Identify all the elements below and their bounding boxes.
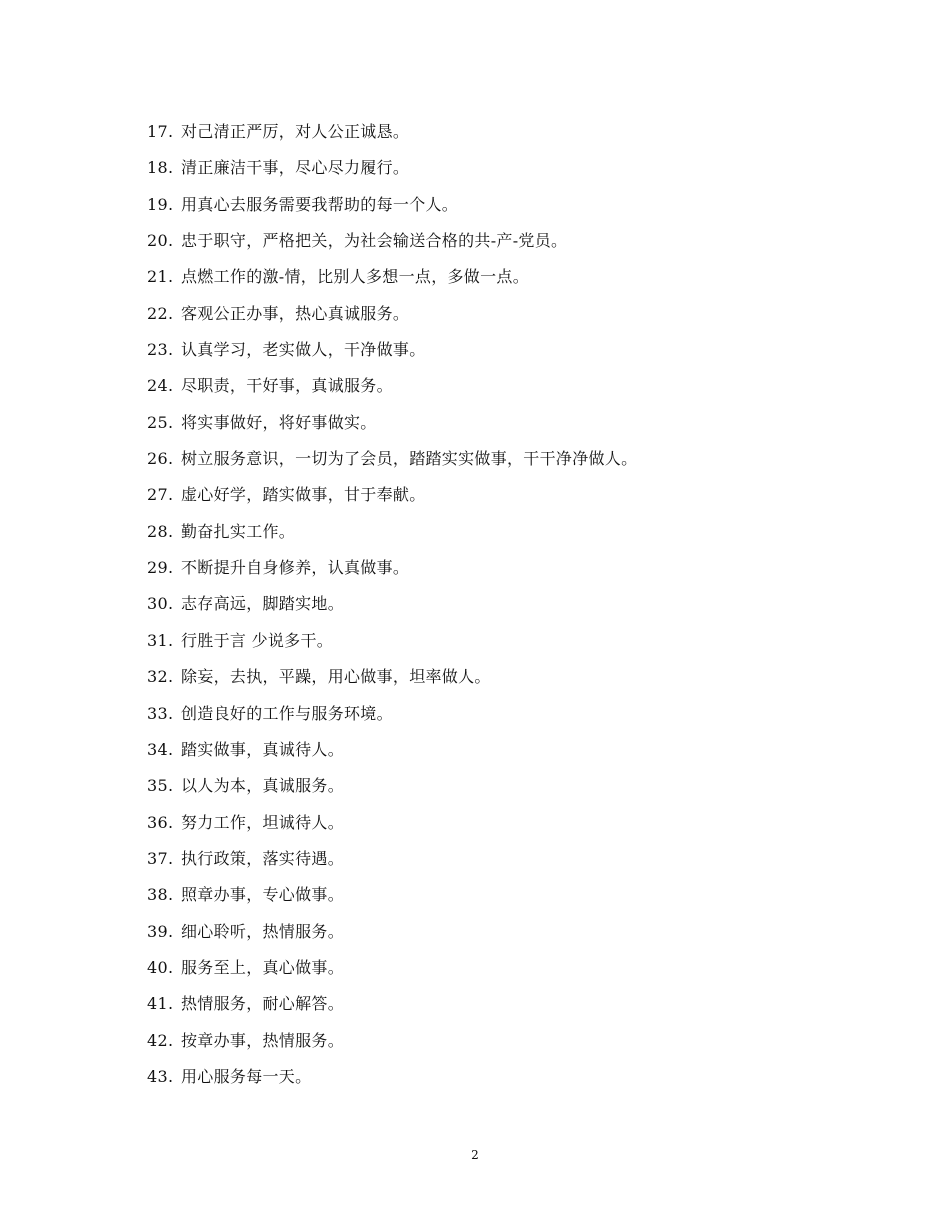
list-item [147,409,867,445]
list-item-text: 用真心去服务需要我帮助的每一个人。 [181,194,459,214]
list-item [147,990,867,1026]
list-item-text: 按章办事，热情服务。 [181,1030,345,1050]
list-item-number: 34. [147,739,174,759]
list-item [147,300,867,336]
list-item-number: 31. [147,630,174,650]
list-item-number: 30. [147,594,174,614]
list-item-text: 志存高远，脚踏实地。 [181,594,345,614]
list-item-number: 19. [147,194,174,214]
list-item [147,191,867,227]
list-item [147,154,867,190]
list-item [147,336,867,372]
list-item-number: 26. [147,449,174,469]
list-item-text: 点燃工作的激-情，比别人多想一点，多做一点。 [181,267,530,287]
list-item-text: 热情服务，耐心解答。 [181,994,345,1014]
list-item-text: 除妄，去执，平躁，用心做事，坦率做人。 [181,667,491,687]
list-item-text: 对己清正严厉，对人公正诚恳。 [181,122,410,141]
page-number: 2 [471,1148,479,1162]
list-item-number: 41. [147,994,174,1014]
list-item [147,518,867,554]
list-item [147,954,867,990]
list-item [147,627,867,663]
list-item-text: 创造良好的工作与服务环境。 [181,703,393,723]
list-item-number: 40. [147,957,174,977]
list-item [147,372,867,408]
list-item-number: 33. [147,703,174,723]
list-item-text: 以人为本，真诚服务。 [181,776,345,796]
list-item-text: 树立服务意识，一切为了会员，踏踏实实做事，干干净净做人。 [181,449,638,469]
list-item [147,918,867,954]
list-item-number: 27. [147,485,174,505]
list-item-number: 25. [147,412,174,432]
list-item-text: 执行政策，落实待遇。 [181,848,345,868]
list-item-number: 21. [147,267,174,287]
list-item-number: 43. [147,1066,174,1086]
list-item-number: 17. [147,122,174,141]
list-item-number: 35. [147,776,174,796]
list-item [147,845,867,881]
list-item [147,590,867,626]
list-item-text: 清正廉洁干事，尽心尽力履行。 [181,158,410,178]
list-item-text: 将实事做好，将好事做实。 [181,412,377,432]
list-item-text: 努力工作，坦诚待人。 [181,812,345,832]
list-item [147,227,867,263]
list-item-text: 用心服务每一天。 [181,1066,312,1086]
list-item [147,263,867,299]
list-item-text: 踏实做事，真诚待人。 [181,739,345,759]
list-item-number: 28. [147,521,174,541]
list-item-text: 照章办事，专心做事。 [181,885,345,905]
list-item-number: 29. [147,558,174,578]
list-item [147,481,867,517]
list-item-number: 20. [147,231,174,251]
list-item-text: 尽职责，干好事，真诚服务。 [181,376,393,396]
list-item-text: 不断提升自身修养，认真做事。 [181,558,410,578]
list-item-number: 24. [147,376,174,396]
list-item-number: 36. [147,812,174,832]
list-item [147,809,867,845]
list-item [147,772,867,808]
list-item [147,1063,867,1099]
list-item [147,554,867,590]
list-item-number: 32. [147,667,174,687]
list-item-number: 18. [147,158,174,178]
list-item-text: 细心聆听，热情服务。 [181,921,345,941]
list-item-text: 虚心好学，踏实做事，甘于奉献。 [181,485,426,505]
list-item-text: 勤奋扎实工作。 [181,521,296,541]
list-item-text: 认真学习，老实做人，干净做事。 [181,340,426,360]
list-item-number: 38. [147,885,174,905]
list-item [147,663,867,699]
list-item-number: 23. [147,340,174,360]
list-item [147,700,867,736]
list-item-number: 37. [147,848,174,868]
numbered-list [147,118,867,1099]
list-item-number: 39. [147,921,174,941]
list-item [147,881,867,917]
list-item-text: 服务至上，真心做事。 [181,957,345,977]
list-item [147,1027,867,1063]
list-item [147,118,867,154]
list-item-number: 22. [147,303,174,323]
list-item-text: 忠于职守，严格把关，为社会输送合格的共-产-党员。 [181,231,568,251]
list-item [147,445,867,481]
list-item [147,736,867,772]
list-item-text: 客观公正办事，热心真诚服务。 [181,303,410,323]
list-item-number: 42. [147,1030,174,1050]
list-item-text: 行胜于言 少说多干。 [181,630,334,650]
